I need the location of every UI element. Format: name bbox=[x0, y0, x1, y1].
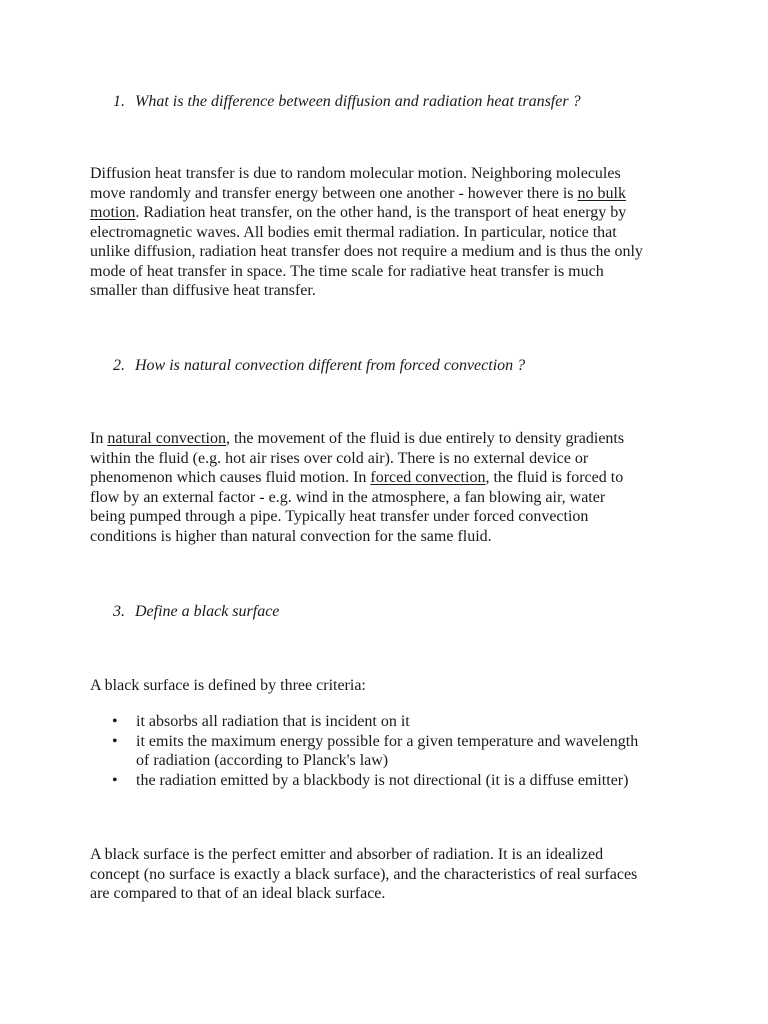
underlined-term: forced convection bbox=[370, 469, 486, 486]
text-line: it absorbs all radiation that is incident on it bbox=[136, 713, 410, 730]
text-line: A black surface is defined by three criteria: bbox=[90, 677, 366, 694]
text-line: unlike diffusion, radiation heat transfer does not require a medium and is thus the only bbox=[90, 243, 643, 260]
list-item bbox=[90, 712, 690, 732]
criteria-list bbox=[90, 712, 690, 790]
question-number: 1. bbox=[113, 93, 125, 110]
question-text: How is natural convection different from forced convection ? bbox=[135, 357, 526, 374]
text-run: , the fluid is forced to bbox=[485, 469, 624, 486]
text-line bbox=[90, 203, 690, 223]
bullet-icon: • bbox=[112, 713, 118, 730]
question-3 bbox=[113, 602, 279, 622]
bullet-icon: • bbox=[112, 732, 118, 750]
text-line: smaller than diffusive heat transfer. bbox=[90, 282, 316, 299]
text-line: Diffusion heat transfer is due to random molecular motion. Neighboring molecules bbox=[90, 165, 621, 182]
list-item bbox=[90, 732, 690, 771]
list-item bbox=[90, 771, 690, 791]
text-line: it emits the maximum energy possible for a given temperature and wavelength bbox=[136, 732, 639, 750]
text-line: the radiation emitted by a blackbody is not directional (it is a diffuse emitter) bbox=[136, 771, 629, 789]
question-number: 3. bbox=[113, 603, 125, 620]
question-text: Define a black surface bbox=[135, 603, 280, 620]
text-run: move randomly and transfer energy between one another - however there is bbox=[90, 184, 578, 202]
text-line bbox=[90, 429, 690, 449]
text-line: mode of heat transfer in space. The time scale for radiative heat transfer is much bbox=[90, 262, 604, 280]
text-run: In bbox=[90, 430, 108, 447]
underlined-term: natural convection bbox=[107, 430, 226, 447]
question-number: 2. bbox=[113, 357, 125, 374]
text-line: A black surface is the perfect emitter and absorber of radiation. It is an idealized bbox=[90, 846, 604, 863]
question-1 bbox=[113, 92, 581, 112]
text-line: within the fluid (e.g. hot air rises over cold air). There is no external device or bbox=[90, 449, 589, 467]
text-run: , the movement of the fluid is due entirely to density gradients bbox=[225, 430, 625, 447]
answer-3-intro bbox=[90, 676, 690, 696]
bullet-icon: • bbox=[112, 771, 118, 789]
text-line: conditions is higher than natural convection for the same fluid. bbox=[90, 527, 492, 545]
text-line: of radiation (according to Planck's law) bbox=[136, 752, 389, 769]
underlined-term: motion bbox=[90, 204, 136, 221]
text-line bbox=[90, 468, 690, 488]
underlined-term: no bulk bbox=[577, 184, 626, 202]
question-text: What is the difference between diffusion and radiation heat transfer ? bbox=[135, 93, 581, 110]
text-line: concept (no surface is exactly a black surface), and the characteristics of real surfaces bbox=[90, 865, 638, 883]
answer-2-paragraph bbox=[90, 429, 690, 546]
question-2 bbox=[113, 356, 525, 376]
text-line: are compared to that of an ideal black surface. bbox=[90, 885, 386, 902]
text-line: being pumped through a pipe. Typically heat transfer under forced convection bbox=[90, 508, 589, 525]
answer-1-paragraph bbox=[90, 164, 690, 301]
answer-3-summary bbox=[90, 845, 690, 904]
text-run: . Radiation heat transfer, on the other hand, is the transport of heat energy by bbox=[135, 204, 627, 221]
text-line: electromagnetic waves. All bodies emit thermal radiation. In particular, notice that bbox=[90, 223, 617, 241]
text-line bbox=[90, 184, 690, 204]
text-line: flow by an external factor - e.g. wind in the atmosphere, a fan blowing air, water bbox=[90, 488, 606, 506]
text-run: phenomenon which causes fluid motion. In bbox=[90, 469, 371, 486]
